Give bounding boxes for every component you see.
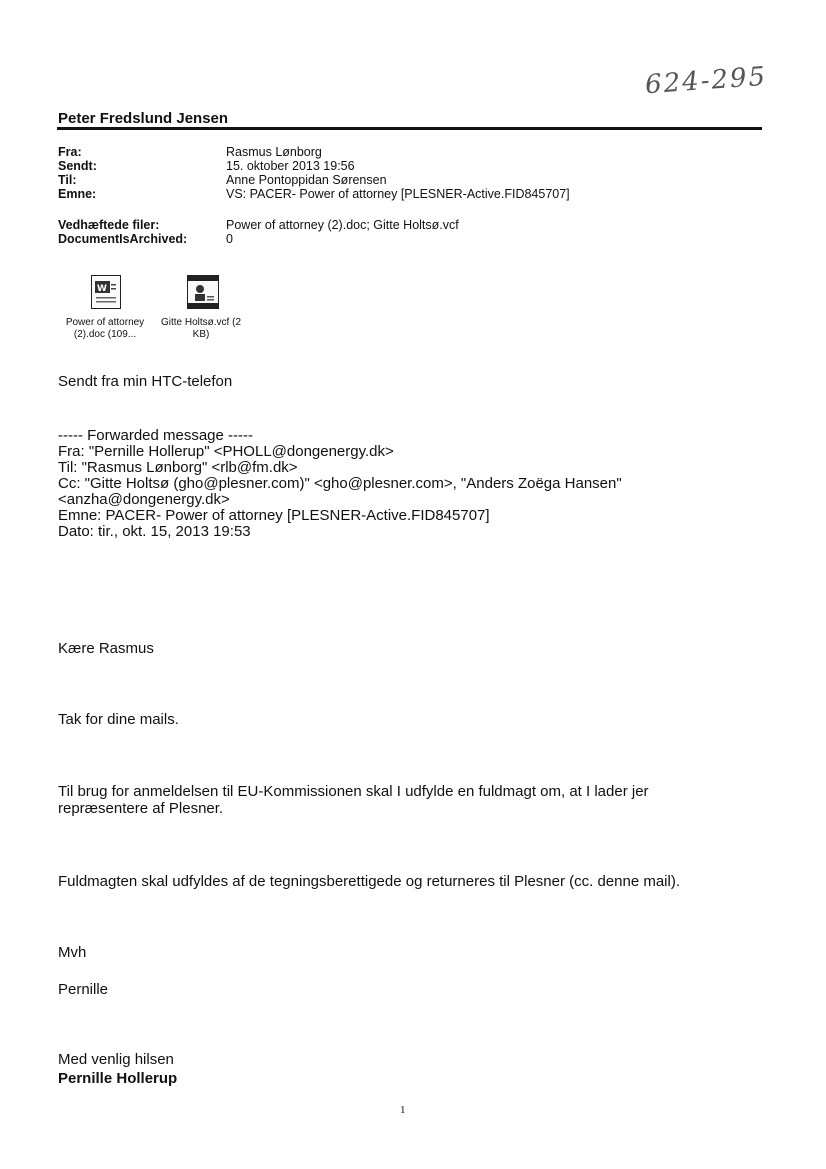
forwarded-cc-continued: <anzha@dongenergy.dk>	[58, 491, 230, 508]
sender-first-name: Pernille	[58, 981, 109, 998]
handwritten-reference-number: 624-295	[644, 61, 768, 101]
signature-name: Pernille Hollerup	[58, 1070, 178, 1087]
forwarded-to: Til: "Rasmus Lønborg" <rlb@fm.dk>	[58, 459, 298, 476]
forwarded-cc: Cc: "Gitte Holtsø (gho@plesner.com)" <gho@plesner.com>, "Anders Zoëga Hansen"	[58, 475, 622, 492]
greeting: Kære Rasmus	[58, 640, 154, 657]
sent-label: Sendt:	[58, 159, 97, 173]
to-label: Til:	[58, 173, 77, 187]
attachment-label-line: KB)	[192, 329, 210, 340]
paragraph-instructions: Til brug for anmeldelsen til EU-Kommissionen skal I udfylde en fuldmagt om, at I lader jer	[58, 783, 649, 800]
forwarded-message-header: ----- Forwarded message -----	[58, 427, 254, 444]
subject-value: VS: PACER- Power of attorney [PLESNER-Active.FID845707]	[226, 187, 570, 201]
svg-text:W: W	[97, 284, 107, 294]
attachment-label-line: Gitte Holtsø.vcf (2	[160, 317, 241, 328]
document-archived-label: DocumentIsArchived:	[58, 232, 188, 246]
sign-off-mvh: Mvh	[58, 944, 87, 961]
word-document-icon	[91, 275, 121, 309]
mailbox-owner-name: Peter Fredslund Jensen	[58, 110, 229, 127]
paragraph-thanks: Tak for dine mails.	[58, 711, 179, 728]
page-number: 1	[400, 1104, 406, 1116]
header-rule	[57, 127, 762, 130]
attachment-gitte-holtso-vcf[interactable]	[154, 275, 248, 345]
attachments-label: Vedhæftede filer:	[58, 218, 160, 232]
from-label: Fra:	[58, 145, 82, 159]
attachment-label-line: Power of attorney	[65, 317, 145, 328]
paragraph-instructions-continued: repræsentere af Plesner.	[58, 800, 224, 817]
attachment-label	[56, 317, 154, 341]
forwarded-from: Fra: "Pernille Hollerup" <PHOLL@dongenergy.dk>	[58, 443, 394, 460]
to-value: Anne Pontoppidan Sørensen	[226, 173, 387, 187]
paragraph-signatories: Fuldmagten skal udfyldes af de tegningsberettigede og returneres til Plesner (cc. denne mail).	[58, 873, 681, 890]
forwarded-date: Dato: tir., okt. 15, 2013 19:53	[58, 523, 251, 540]
from-value: Rasmus Lønborg	[226, 145, 322, 159]
attachment-label	[154, 317, 248, 341]
attachment-label-line: (2).doc (109...	[73, 329, 137, 340]
closing-phrase: Med venlig hilsen	[58, 1051, 174, 1068]
document-archived-value: 0	[226, 232, 233, 246]
sent-value: 15. oktober 2013 19:56	[226, 159, 355, 173]
vcard-icon	[187, 275, 219, 309]
attachment-power-of-attorney[interactable]	[56, 275, 154, 345]
attachments-value: Power of attorney (2).doc; Gitte Holtsø.vcf	[226, 218, 459, 232]
forwarded-subject: Emne: PACER- Power of attorney [PLESNER-Active.FID845707]	[58, 507, 490, 524]
sent-from-line: Sendt fra min HTC-telefon	[58, 373, 233, 390]
subject-label: Emne:	[58, 187, 97, 201]
